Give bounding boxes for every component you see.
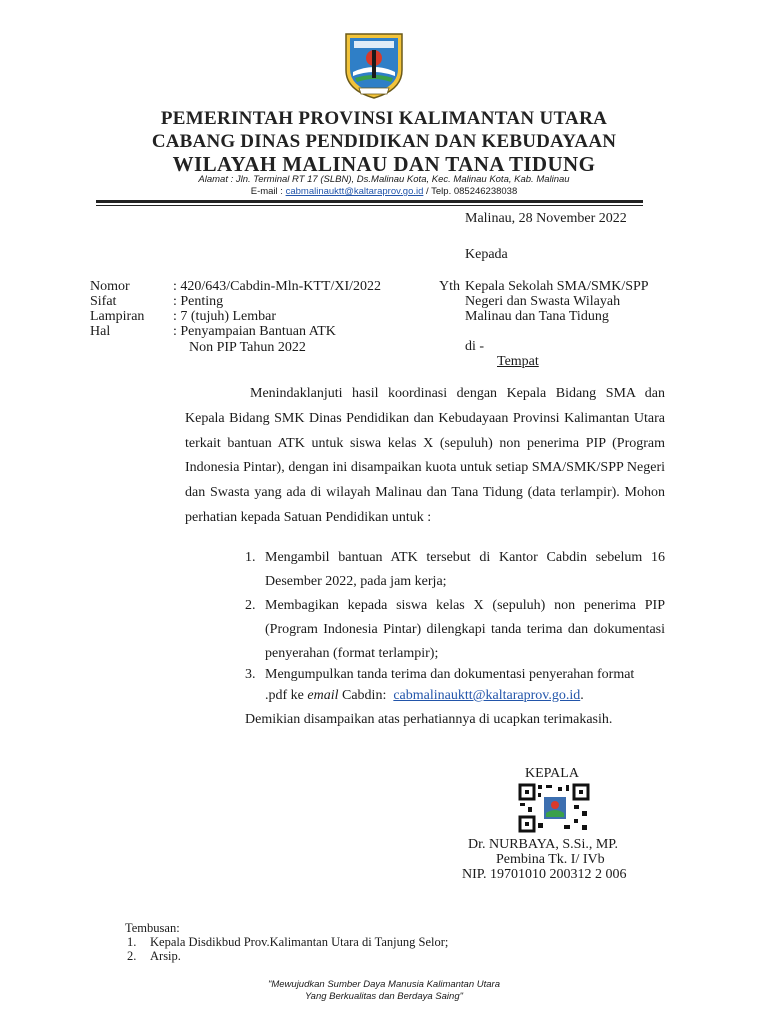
cc-item-2-text: Arsip. [150,949,181,963]
meta-value-nomor: : 420/643/Cabdin-Mln-KTT/XI/2022 [173,279,382,294]
item-3-line-2 [265,687,584,704]
header-rule-thick [96,200,643,203]
item-3-number: 3. [245,667,256,682]
signer-rank: Pembina Tk. I/ IVb [496,852,605,867]
cc-item-1-text: Kepala Disdikbud Prov.Kalimantan Utara di Tanjung Selor; [150,935,449,949]
meta-value-hal-cont: Non PIP Tahun 2022 [189,340,306,355]
recipient-line-2: Negeri dan Swasta Wilayah [465,294,621,309]
closing-sentence: Demikian disampaikan atas perhatiannya di ucapkan terimakasih. [245,712,613,727]
meta-value-sifat: : Penting [173,294,224,309]
org-line-2: CABANG DINAS PENDIDIKAN DAN KEBUDAYAAN [151,131,617,152]
item-3-pdf: .pdf ke [265,688,304,703]
org-line-3: WILAYAH MALINAU DAN TANA TIDUNG [172,152,596,176]
footer-motto-line-1: "Mewujudkan Sumber Daya Manusia Kalimantan Utara [267,979,500,990]
header-email-link[interactable]: cabmalinauktt@kaltaraprov.go.id [285,186,424,197]
cc-label: Tembusan: [125,921,180,935]
footer-motto-line-2: Yang Berkualitas dan Berdaya Saing" [305,991,463,1002]
cc-item-2-number: 2. [127,949,137,963]
item-3-period: . [580,688,584,703]
meta-label-sifat: Sifat [90,294,117,309]
item-3-text: Mengumpulkan tanda terima dan dokumentasi penyerahan format [265,667,635,682]
item-2-text: Membagikan kepada siswa kelas X (sepuluh) non penerima PIP (Program Indonesia Pintar) dilengkapi tanda terima dan dokumentasi penyerahan (format terlampir); [265,598,665,661]
org-line-1: PEMERINTAH PROVINSI KALIMANTAN UTARA [160,108,608,129]
meta-label-hal: Hal [90,324,111,339]
recipient-kepada: Kepada [465,247,508,262]
recipient-yth: Yth [439,279,460,294]
signer-name: Dr. NURBAYA, S.Si., MP. [468,837,619,852]
header-rule-thin [96,205,643,206]
signature-qr-code [518,783,590,833]
recipient-line-1: Kepala Sekolah SMA/SMK/SPP [465,279,649,294]
recipient-di: di - [465,339,485,354]
signer-nip: NIP. 19701010 200312 2 006 [462,867,627,882]
meta-value-hal: : Penyampaian Bantuan ATK [173,324,336,339]
letter-date: Malinau, 28 November 2022 [465,211,627,226]
contact-line [0,186,768,197]
email-label: E-mail : [250,186,283,197]
meta-value-lampiran: : 7 (tujuh) Lembar [173,309,277,324]
recipient-line-3: Malinau dan Tana Tidung [465,309,609,324]
item-3-cabdin: Cabdin: [342,688,387,703]
item-2-number: 2. [245,598,256,613]
cc-item-1-number: 1. [127,935,137,949]
meta-label-lampiran: Lampiran [90,309,145,324]
item-3-email-link[interactable]: cabmalinauktt@kaltaraprov.go.id [393,688,581,703]
item-1-text: Mengambil bantuan ATK tersebut di Kantor Cabdin sebelum 16 Desember 2022, pada jam kerja; [265,550,665,589]
item-3-email-word: email [307,688,339,703]
meta-label-nomor: Nomor [90,279,130,294]
office-address: Alamat : Jln. Terminal RT 17 (SLBN), Ds.Malinau Kota, Kec. Malinau Kota, Kab. Malinau [198,174,570,185]
recipient-tempat: Tempat [497,354,539,369]
phone: / Telp. 085246238038 [426,186,518,197]
body-paragraph [185,382,665,531]
signature-title: KEPALA [525,766,579,781]
provincial-emblem [341,28,407,100]
item-1-number: 1. [245,550,256,565]
body-paragraph-text: Menindaklanjuti hasil koordinasi dengan Kepala Bidang SMA dan Kepala Bidang SMK Dinas Pendidikan dan Kebudayaan Provinsi Kalimantan Utara terkait bantuan ATK untuk siswa kelas X (sepuluh) non penerima PIP (Program Indonesia Pintar), dengan ini disampaikan kuota untuk setiap SMA/SMK/SPP Negeri dan Swasta yang ada di wilayah Malinau dan Tana Tidung (data terlampir). Mohon perhatian kepada Satuan Pendidikan untuk : [185,386,665,525]
